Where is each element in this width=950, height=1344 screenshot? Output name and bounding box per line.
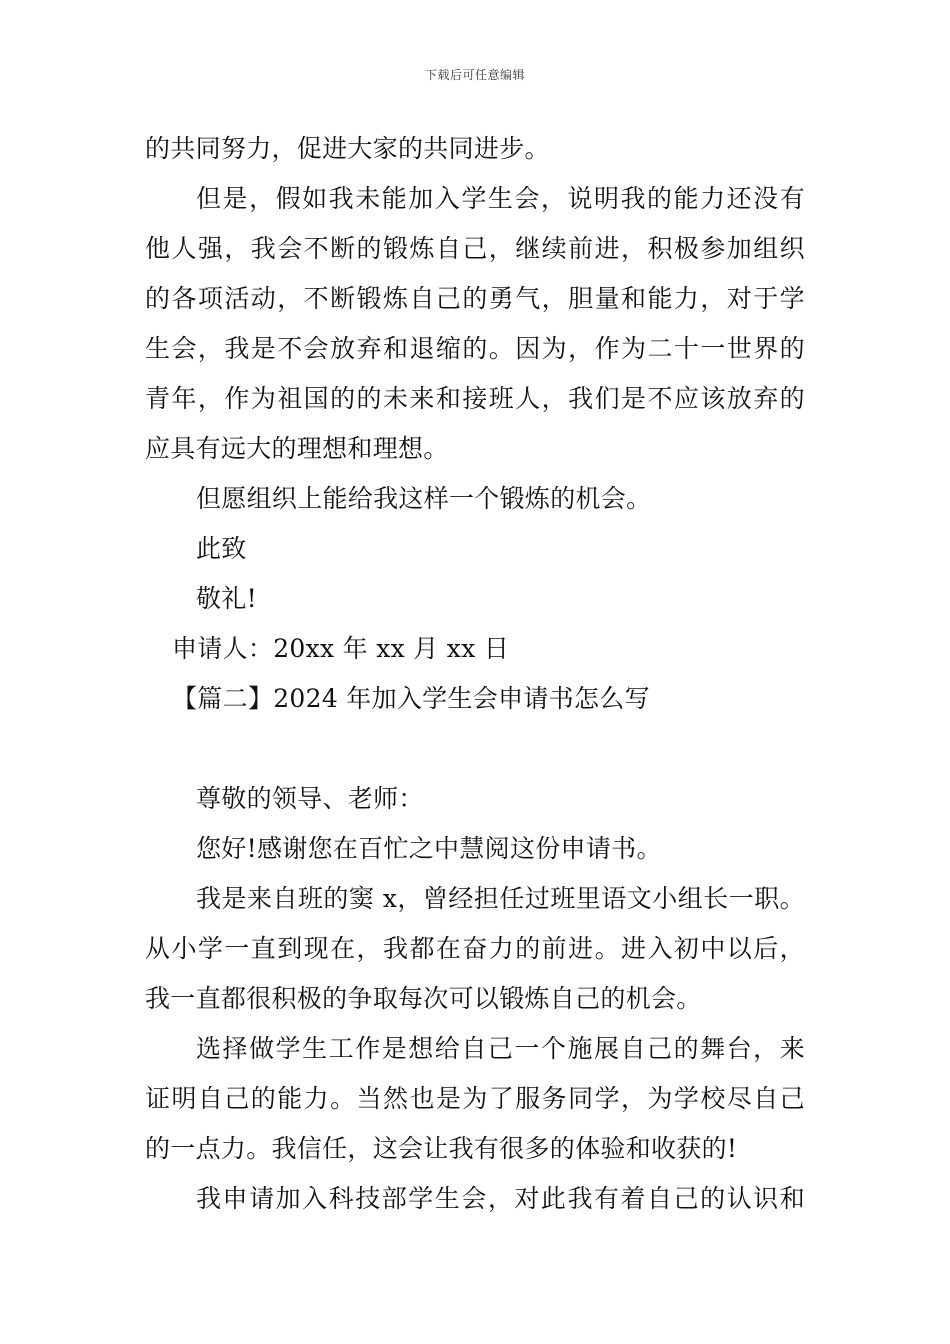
paragraph-line: 他人强，我会不断的锻炼自己，继续前进，积极参加组织 [145, 234, 805, 263]
paragraph-line: 但是，假如我未能加入学生会，说明我的能力还没有 [196, 184, 805, 213]
paragraph-line: 但愿组织上能给我这样一个锻炼的机会。 [196, 484, 652, 513]
section-heading: 【篇二】2024 年加入学生会申请书怎么写 [172, 684, 650, 713]
paragraph-line: 我一直都很积极的争取每次可以锻炼自己的机会。 [145, 984, 702, 1013]
closing-salutation: 此致 [196, 534, 247, 563]
paragraph-line: 选择做学生工作是想给自己一个施展自己的舞台，来 [196, 1034, 805, 1063]
closing-salutation: 敬礼! [196, 584, 257, 613]
paragraph-line: 的各项活动，不断锻炼自己的勇气，胆量和能力，对于学 [145, 284, 805, 313]
paragraph-line: 应具有远大的理想和理想。 [145, 434, 449, 463]
paragraph-line: 证明自己的能力。当然也是为了服务同学，为学校尽自己 [145, 1084, 805, 1113]
paragraph-line: 生会，我是不会放弃和退缩的。因为，作为二十一世界的 [145, 334, 805, 363]
paragraph-line: 我是来自班的窦 x，曾经担任过班里语文小组长一职。 [196, 884, 805, 913]
paragraph-line: 青年，作为祖国的的未来和接班人，我们是不应该放弃的 [145, 384, 805, 413]
paragraph-line: 从小学一直到现在，我都在奋力的前进。进入初中以后， [145, 934, 805, 963]
paragraph-line: 您好!感谢您在百忙之中慧阅这份申请书。 [196, 834, 662, 863]
page-header-note: 下载后可任意编辑 [424, 68, 525, 82]
paragraph-line: 的一点力。我信任，这会让我有很多的体验和收获的! [145, 1134, 738, 1163]
letter-greeting: 尊敬的领导、老师： [196, 784, 424, 813]
paragraph-line: 的共同努力，促进大家的共同进步。 [145, 134, 550, 163]
applicant-signature-date: 申请人：20xx 年 xx 月 xx 日 [172, 634, 510, 663]
paragraph-line: 我申请加入科技部学生会，对此我有着自己的认识和 [196, 1184, 805, 1213]
